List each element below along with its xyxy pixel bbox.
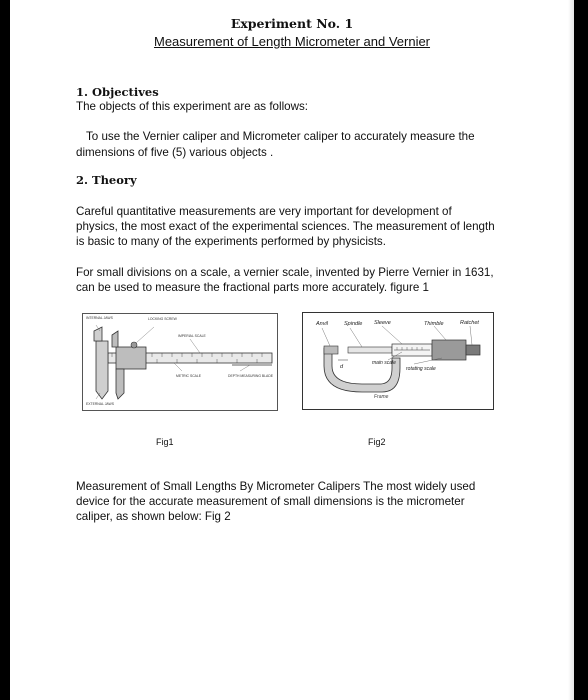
theory-p1-line-1: Careful quantitative measurements are very important for development of — [76, 205, 452, 218]
micrometer-text-line-1: Measurement of Small Lengths By Micrometer Calipers The most widely used — [76, 480, 476, 493]
label-metric-scale: METRIC SCALE — [176, 374, 202, 378]
experiment-title: Measurement of Length Micrometer and Vernier — [153, 34, 431, 49]
fig2-caption: Fig2 — [368, 437, 386, 447]
theory-p1-line-2: physics, the most exact of the experimental sciences. The measurement of length — [76, 220, 495, 233]
label-d: d — [340, 364, 344, 370]
vernier-caliper-figure — [82, 313, 278, 411]
micrometer-text-line-3: caliper, as shown below: Fig 2 — [76, 510, 231, 523]
label-internal-jaws: INTERNAL JAWS — [86, 316, 113, 320]
micrometer-text-line-2: device for the accurate measurement of small dimensions is the micrometer — [76, 495, 465, 508]
label-frame: Frame — [374, 394, 389, 400]
objectives-line-2: dimensions of five (5) various objects . — [76, 146, 274, 159]
theory-p2-line-1: For small divisions on a scale, a vernier scale, invented by Pierre Vernier in 1631, — [76, 266, 494, 279]
document-page — [10, 0, 574, 700]
theory-p2-line-2: can be used to measure the fractional parts more accurately. figure 1 — [76, 281, 429, 294]
label-sleeve: Sleeve — [374, 320, 391, 326]
micrometer-caliper-figure — [302, 312, 494, 410]
label-spindle: Spindle — [344, 321, 363, 327]
label-external-jaws: EXTERNAL JAWS — [86, 402, 115, 406]
label-thimble: Thimble — [424, 321, 444, 327]
label-anvil: Anvil — [316, 321, 328, 327]
fig1-caption: Fig1 — [156, 437, 174, 447]
theory-heading: 2. Theory — [76, 173, 137, 187]
left-border — [0, 0, 10, 700]
right-border — [574, 0, 588, 700]
label-imperial-scale: IMPERIAL SCALE — [178, 334, 206, 338]
label-ratchet: Ratchet — [460, 320, 479, 326]
label-rotating-scale: rotating scale — [406, 366, 436, 372]
label-main-scale: main scale — [372, 360, 396, 366]
label-depth-blade: DEPTH MEASURING BLADE — [228, 374, 274, 378]
theory-p1-line-3: is basic to many of the experiments performed by physicists. — [76, 235, 386, 248]
label-locking-screw: LOCKING SCREW — [148, 317, 177, 321]
objectives-intro: The objects of this experiment are as follows: — [76, 100, 308, 113]
objectives-heading: 1. Objectives — [76, 85, 159, 99]
objectives-line-1: To use the Vernier caliper and Micrometer caliper to accurately measure the — [86, 130, 475, 143]
experiment-number: Experiment No. 1 — [230, 16, 354, 31]
